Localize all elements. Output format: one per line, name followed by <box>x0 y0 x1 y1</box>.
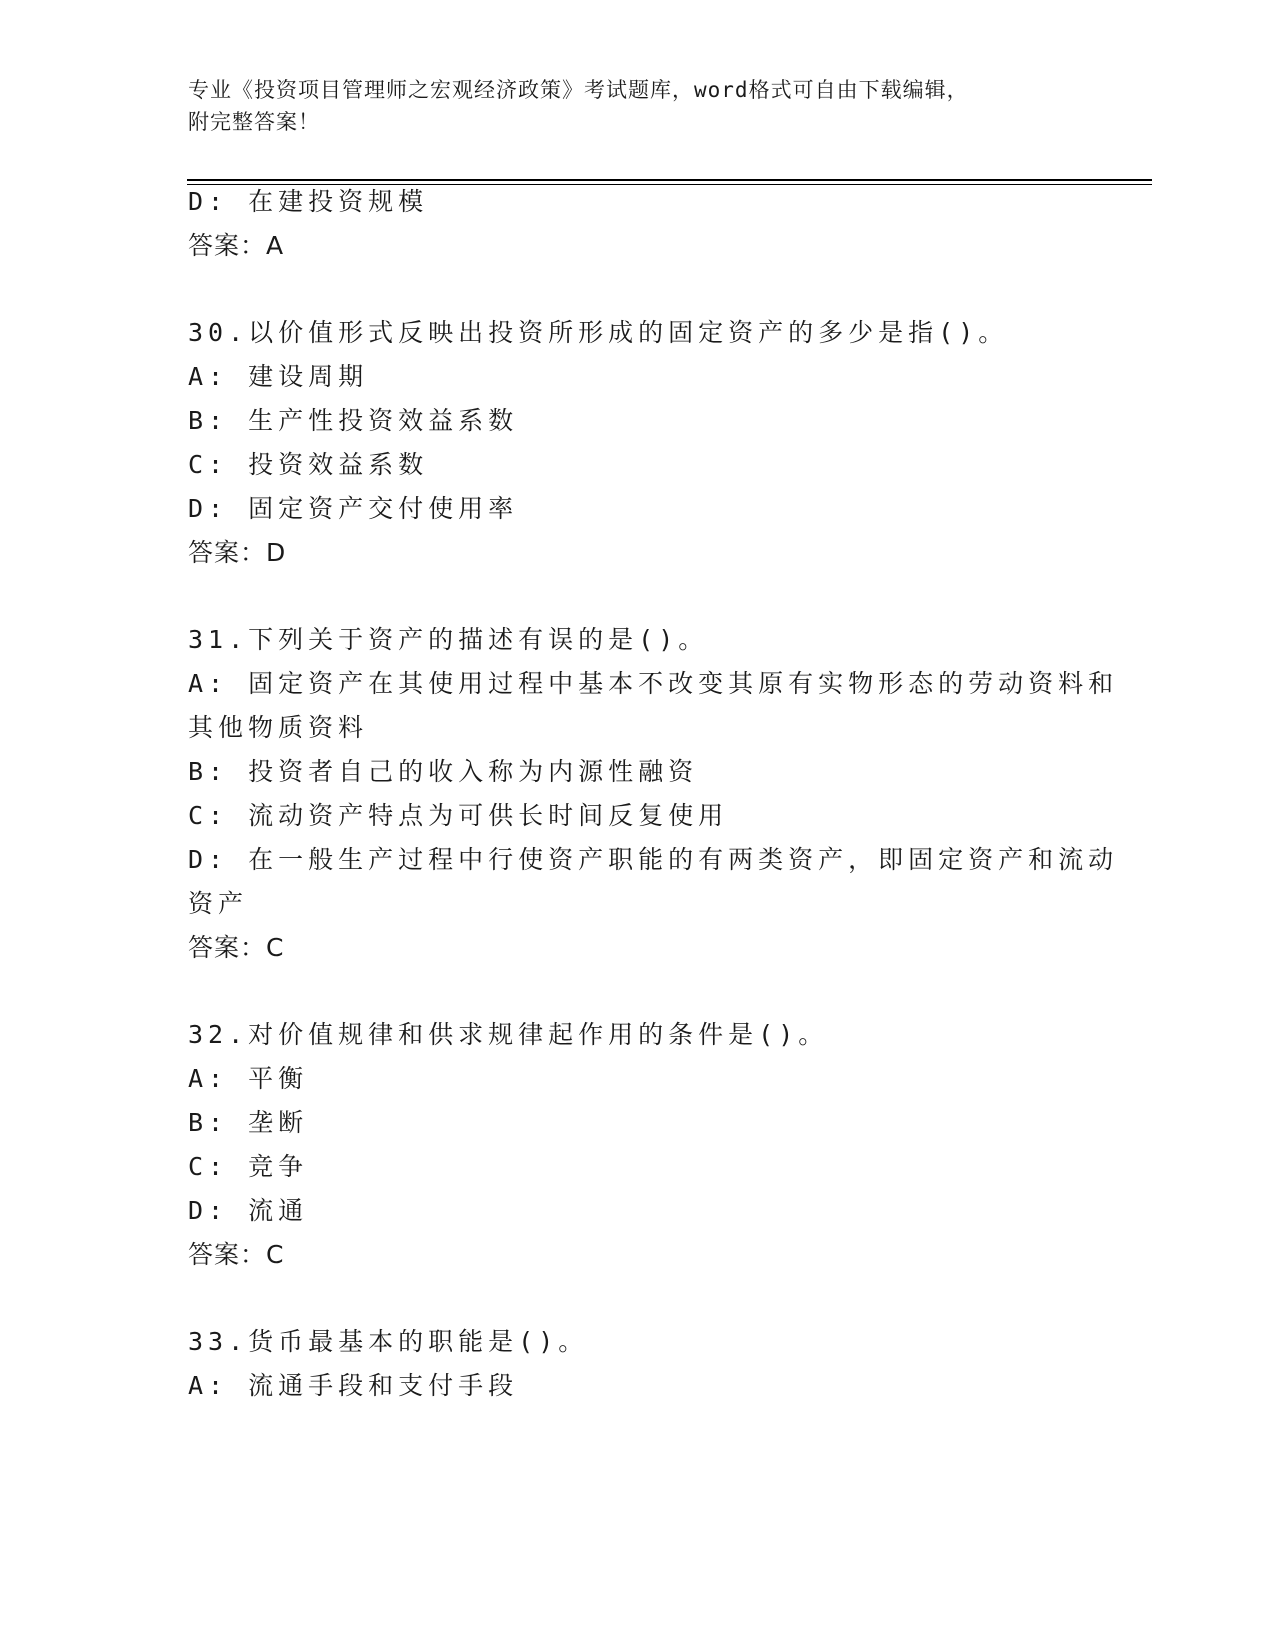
header-divider-thick <box>187 179 1152 181</box>
question-33: 33.货币最基本的职能是()。 <box>188 1327 589 1356</box>
question-30: 30.以价值形式反映出投资所形成的固定资产的多少是指()。 <box>188 318 1009 347</box>
option-c-q30: C: 投资效益系数 <box>188 450 429 479</box>
answer-q30: 答案：D <box>188 538 287 567</box>
header-line-1: 专业《投资项目管理师之宏观经济政策》考试题库，word格式可自由下载编辑， <box>188 78 969 102</box>
option-a-q31-cont: 其他物质资料 <box>188 713 369 742</box>
answer-q31: 答案：C <box>188 933 285 962</box>
option-a-q30: A: 建设周期 <box>188 362 369 391</box>
answer-q29: 答案：A <box>188 231 285 260</box>
option-a-q31: A: 固定资产在其使用过程中基本不改变其原有实物形态的劳动资料和 <box>188 669 1119 698</box>
option-c-q32: C: 竞争 <box>188 1152 309 1181</box>
option-c-q31: C: 流动资产特点为可供长时间反复使用 <box>188 801 729 830</box>
option-d-q32: D: 流通 <box>188 1196 309 1225</box>
option-d-q29: D: 在建投资规模 <box>188 187 429 216</box>
option-d-q31-cont: 资产 <box>188 889 249 918</box>
option-d-q30: D: 固定资产交付使用率 <box>188 494 519 523</box>
option-b-q32: B: 垄断 <box>188 1108 309 1137</box>
option-a-q33: A: 流通手段和支付手段 <box>188 1371 519 1400</box>
option-b-q31: B: 投资者自己的收入称为内源性融资 <box>188 757 699 786</box>
answer-q32: 答案：C <box>188 1240 285 1269</box>
question-31: 31.下列关于资产的描述有误的是()。 <box>188 625 709 654</box>
header-line-2: 附完整答案！ <box>188 110 320 134</box>
question-32: 32.对价值规律和供求规律起作用的条件是()。 <box>188 1020 829 1049</box>
option-a-q32: A: 平衡 <box>188 1064 309 1093</box>
option-d-q31: D: 在一般生产过程中行使资产职能的有两类资产，即固定资产和流动 <box>188 845 1119 874</box>
document-header <box>188 74 1088 138</box>
option-b-q30: B: 生产性投资效益系数 <box>188 406 519 435</box>
